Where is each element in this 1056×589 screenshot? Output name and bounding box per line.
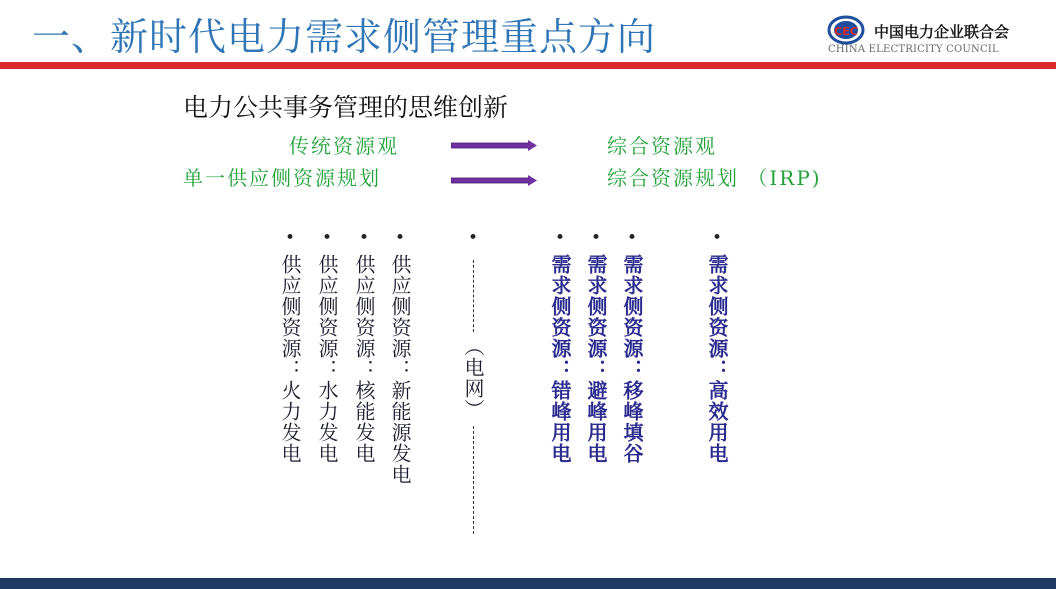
supply-resource-text: 供应侧资源：新能源发电 [388, 254, 412, 485]
section-subtitle: 电力公共事务管理的思维创新 [183, 93, 509, 122]
footer-navy-bar [0, 578, 1056, 589]
demand-resource-text: 需求侧资源：错峰用电 [548, 254, 572, 464]
logo-english-name: CHINA ELECTRICITY COUNCIL [828, 44, 999, 55]
bullet-icon: • [394, 228, 406, 248]
header-red-bar [0, 62, 1056, 69]
grid-column [459, 228, 487, 534]
transition-to-1: 综合资源观 [607, 134, 717, 158]
supply-resource-text: 供应侧资源：水力发电 [315, 254, 339, 464]
bullet-icon: • [554, 228, 566, 248]
supply-resource-text: 供应侧资源：核能发电 [352, 254, 376, 464]
demand-resource-text: 需求侧资源：高效用电 [705, 254, 729, 464]
right-arrow-icon [451, 140, 537, 152]
bullet-icon: • [467, 228, 479, 248]
supply-column [276, 228, 304, 464]
grid-label: （电网） [461, 336, 485, 420]
bullet-icon: • [358, 228, 370, 248]
supply-column [313, 228, 341, 464]
bullet-icon: • [711, 228, 723, 248]
demand-column [582, 228, 610, 464]
demand-column [546, 228, 574, 464]
demand-resource-text: 需求侧资源：避峰用电 [584, 254, 608, 464]
cec-emblem-icon [826, 15, 866, 47]
supply-column [386, 228, 414, 485]
logo-chinese-name: 中国电力企业联合会 [874, 23, 1010, 41]
bullet-icon: • [284, 228, 296, 248]
transition-to-2: 综合资源规划 （IRP) [607, 166, 822, 190]
demand-column [703, 228, 731, 464]
transition-from-2: 单一供应侧资源规划 [183, 166, 381, 190]
dashed-line [473, 260, 474, 332]
supply-resource-text: 供应侧资源：火力发电 [278, 254, 302, 464]
demand-resource-text: 需求侧资源：移峰填谷 [620, 254, 644, 464]
bullet-icon: • [590, 228, 602, 248]
cec-logo [826, 15, 1052, 59]
slide-title: 一、新时代电力需求侧管理重点方向 [32, 15, 657, 59]
dashed-line [473, 426, 474, 534]
supply-column [350, 228, 378, 464]
bullet-icon: • [626, 228, 638, 248]
bullet-icon: • [321, 228, 333, 248]
demand-column [618, 228, 646, 464]
svg-text:CEC: CEC [834, 25, 858, 38]
right-arrow-icon [451, 175, 537, 187]
transition-from-1: 传统资源观 [289, 134, 399, 158]
